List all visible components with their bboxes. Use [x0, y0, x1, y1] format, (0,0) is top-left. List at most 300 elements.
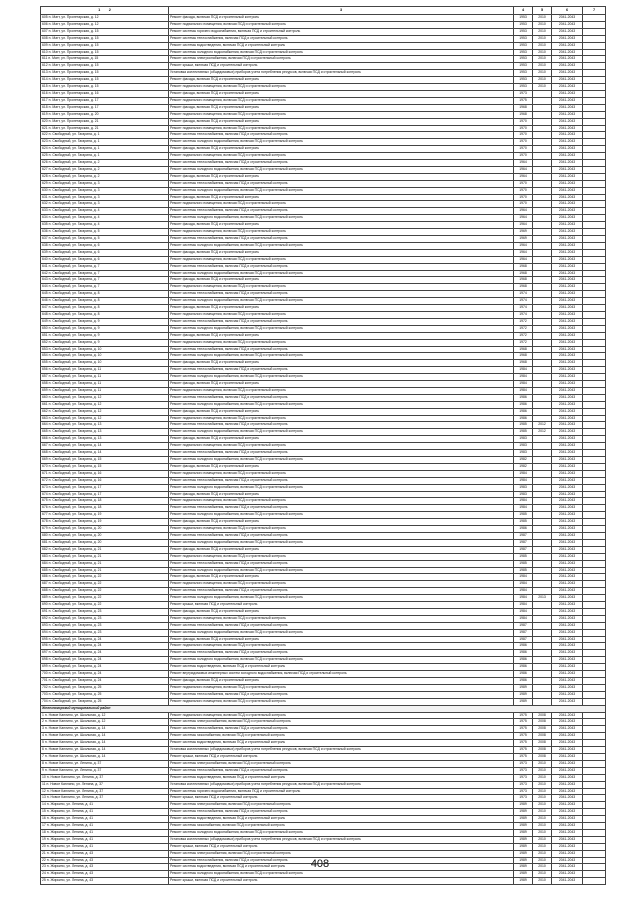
row-year-overhaul [533, 401, 552, 408]
row-blank-cell [583, 28, 606, 35]
row-blank-cell [583, 816, 606, 823]
row-blank-cell [583, 35, 606, 42]
row-work-type: Ремонт системы теплоснабжения, включая ПСД и строительный контроль [169, 691, 514, 698]
row-planned-period: 2041-2043 [552, 311, 583, 318]
row-year-built: 1968 [514, 353, 533, 360]
row-year-built: 1984 [514, 477, 533, 484]
row-number-address [41, 346, 169, 353]
row-planned-period: 2041-2043 [552, 84, 583, 91]
row-address: п. Жиркино, ул. Ленина, д. 41 [46, 816, 94, 821]
table-row [41, 201, 606, 208]
row-planned-period: 2041-2043 [552, 698, 583, 705]
row-number-address [41, 532, 169, 539]
row-work-type: Ремонт системы электроснабжения, включая ПСД и строительный контроль [169, 56, 514, 63]
row-number: 686 [42, 574, 48, 579]
row-blank-cell [583, 443, 606, 450]
row-number-address [41, 546, 169, 553]
row-year-overhaul [533, 484, 552, 491]
row-year-overhaul: 2010 [533, 871, 552, 878]
row-blank-cell [583, 532, 606, 539]
row-planned-period: 2041-2043 [552, 305, 583, 312]
table-row [41, 733, 606, 740]
table-row [41, 84, 606, 91]
row-number-address [41, 684, 169, 691]
row-address: п. Новое Каплино, ул. Школьная, д. 12 [44, 712, 106, 717]
row-blank-cell [583, 180, 606, 187]
row-number-address [41, 733, 169, 740]
row-year-overhaul [533, 367, 552, 374]
row-planned-period: 2041-2043 [552, 21, 583, 28]
row-year-overhaul [533, 270, 552, 277]
table-row [41, 546, 606, 553]
table-row [41, 21, 606, 28]
row-planned-period: 2041-2043 [552, 15, 583, 22]
table-row [41, 512, 606, 519]
row-number-address [41, 463, 169, 470]
row-number: 701 [42, 678, 48, 682]
row-planned-period: 2041-2043 [552, 678, 583, 685]
row-year-overhaul [533, 615, 552, 622]
row-work-type: Ремонт системы холодного водоснабжения, включая ПСД и строительный контроль [169, 374, 514, 381]
table-row [41, 671, 606, 678]
row-work-type: Ремонт крыши, включая ПСД и строительный контроль [169, 795, 514, 802]
row-work-type: Ремонт крыши, включая ПСД и строительный контроль [169, 602, 514, 609]
row-year-built: 1989 [514, 871, 533, 878]
row-year-built: 1983 [514, 436, 533, 443]
row-year-overhaul [533, 457, 552, 464]
row-planned-period: 2041-2043 [552, 636, 583, 643]
row-number-address [41, 829, 169, 836]
row-number: 14 [42, 802, 46, 807]
row-planned-period: 2041-2043 [552, 664, 583, 671]
row-year-built: 1974 [514, 311, 533, 318]
row-work-type: Ремонт фасада, включая ПСД и строительный контроль [169, 678, 514, 685]
row-number-address [41, 457, 169, 464]
row-blank-cell [583, 802, 606, 809]
row-number-address [41, 436, 169, 443]
table-row [41, 809, 606, 816]
row-planned-period: 2041-2043 [552, 691, 583, 698]
row-address: п. Свободный, ул. Гагарина, д. 23 [48, 608, 102, 613]
row-year-overhaul: 2010 [533, 56, 552, 63]
row-number-address [41, 229, 169, 236]
table-row [41, 353, 606, 360]
row-work-type: Ремонт подвального помещения, включая ПСД и строительный контроль [169, 125, 514, 132]
row-planned-period: 2041-2043 [552, 443, 583, 450]
row-number: 687 [42, 581, 48, 586]
row-address: п. Свободный, ул. Гагарина, д. 6 [48, 242, 100, 247]
row-year-built: 1984 [514, 505, 533, 512]
row-planned-period: 2041-2043 [552, 629, 583, 636]
table-row [41, 408, 606, 415]
row-year-overhaul: 2010 [533, 774, 552, 781]
table-row [41, 346, 606, 353]
row-work-type: Ремонт системы теплоснабжения, включая ПСД и строительный контроль [169, 236, 514, 243]
table-row [41, 719, 606, 726]
row-blank-cell [583, 491, 606, 498]
row-work-type: Ремонт фасада, включая ПСД и строительный контроль [169, 381, 514, 388]
table-row [41, 70, 606, 77]
row-number: 665 [42, 429, 48, 434]
column-header-6: 6 [552, 7, 583, 15]
row-number-address [41, 664, 169, 671]
row-year-built: 1989 [514, 816, 533, 823]
row-planned-period: 2041-2043 [552, 477, 583, 484]
row-blank-cell [583, 305, 606, 312]
row-number: 15 [42, 809, 46, 814]
row-blank-cell [583, 539, 606, 546]
row-blank-cell [583, 146, 606, 153]
row-work-type: Ремонт системы холодного водоснабжения, включая ПСД и строительный контроль [169, 187, 514, 194]
row-address: п. Свободный, ул. Гагарина, д. 1 [48, 146, 100, 151]
row-address: п. Свободный, ул. Гагарина, д. 11 [48, 374, 102, 379]
row-year-built: 1953 [514, 35, 533, 42]
row-number: 660 [42, 394, 48, 399]
row-blank-cell [583, 318, 606, 325]
table-row [41, 111, 606, 118]
row-address: п. Свободный, ул. Гагарина, д. 7 [48, 270, 100, 275]
row-number: 634 [42, 215, 48, 220]
row-year-overhaul [533, 643, 552, 650]
row-year-built: 1974 [514, 291, 533, 298]
row-planned-period: 2041-2043 [552, 270, 583, 277]
row-address: п. Жиркино, ул. Ленина, д. 43 [46, 878, 94, 883]
row-year-built: 1986 [514, 643, 533, 650]
row-year-overhaul [533, 381, 552, 388]
table-row [41, 139, 606, 146]
row-year-built: 1973 [514, 90, 533, 97]
row-year-built: 1968 [514, 270, 533, 277]
row-year-built: 1989 [514, 684, 533, 691]
row-number: 607 [42, 28, 48, 33]
row-year-built: 1953 [514, 77, 533, 84]
row-planned-period: 2041-2043 [552, 595, 583, 602]
row-year-built: 1984 [514, 588, 533, 595]
row-work-type: Ремонт подвального помещения, включая ПСД и строительный контроль [169, 153, 514, 160]
row-work-type: Ремонт подвального помещения, включая ПСД и строительный контроль [169, 284, 514, 291]
row-planned-period: 2041-2043 [552, 387, 583, 394]
row-blank-cell [583, 664, 606, 671]
row-work-type: Ремонт системы электроснабжения, включая ПСД и строительный контроль [169, 760, 514, 767]
row-number: 663 [42, 415, 48, 420]
row-planned-period: 2041-2043 [552, 90, 583, 97]
row-number-address [41, 104, 169, 111]
row-blank-cell [583, 477, 606, 484]
row-number-address [41, 760, 169, 767]
row-number-address [41, 581, 169, 588]
table-row [41, 505, 606, 512]
row-year-overhaul [533, 608, 552, 615]
row-year-overhaul: 2010 [533, 816, 552, 823]
row-address: п. Свободный, ул. Гагарина, д. 11 [48, 387, 102, 392]
column-header-1-2: 1 2 [41, 7, 169, 15]
row-planned-period: 2041-2043 [552, 864, 583, 871]
row-work-type: Ремонт системы теплоснабжения, включая ПСД и строительный контроль [169, 132, 514, 139]
table-row [41, 63, 606, 70]
row-work-type: Ремонт системы холодного водоснабжения, включая ПСД и строительный контроль [169, 270, 514, 277]
row-work-type: Ремонт подвального помещения, включая ПСД и строительный контроль [169, 643, 514, 650]
row-work-type: Ремонт фасада, включая ПСД и строительный контроль [169, 608, 514, 615]
row-year-built: 1989 [514, 823, 533, 830]
row-planned-period: 2041-2043 [552, 498, 583, 505]
row-address: п. Свободный, ул. Гагарина, д. 20 [48, 532, 102, 537]
row-year-built: 1984 [514, 374, 533, 381]
row-work-type: Ремонт подвального помещения, включая ПСД и строительный контроль [169, 201, 514, 208]
row-number: 627 [42, 166, 48, 171]
row-year-overhaul: 2013 [533, 595, 552, 602]
row-blank-cell [583, 160, 606, 167]
table-row [41, 215, 606, 222]
row-number-address [41, 615, 169, 622]
row-blank-cell [583, 270, 606, 277]
row-year-built: 1989 [514, 802, 533, 809]
row-work-type: Ремонт фасада, включая ПСД и строительный контроль [169, 332, 514, 339]
table-row [41, 567, 606, 574]
row-blank-cell [583, 429, 606, 436]
row-number-address [41, 132, 169, 139]
row-number-address [41, 512, 169, 519]
row-blank-cell [583, 284, 606, 291]
row-address: п. Свободный, ул. Гагарина, д. 13 [48, 436, 102, 441]
table-row [41, 146, 606, 153]
row-work-type: Ремонт системы теплоснабжения, включая ПСД и строительный контроль [169, 346, 514, 353]
row-blank-cell [583, 291, 606, 298]
row-work-type: Ремонт системы теплоснабжения, включая ПСД и строительный контроль [169, 857, 514, 864]
row-number-address [41, 816, 169, 823]
row-planned-period: 2041-2043 [552, 760, 583, 767]
row-year-built: 1975 [514, 712, 533, 719]
row-number: 1 [42, 712, 44, 717]
row-work-type: Ремонт системы теплоснабжения, включая ПСД и строительный контроль [169, 367, 514, 374]
row-blank-cell [583, 229, 606, 236]
row-planned-period: 2041-2043 [552, 574, 583, 581]
row-year-built: 1970 [514, 180, 533, 187]
row-number-address [41, 588, 169, 595]
row-address: п. Свободный, ул. Гагарина, д. 22 [48, 574, 102, 579]
row-work-type: Ремонт системы холодного водоснабжения, включая ПСД и строительный контроль [169, 484, 514, 491]
table-row [41, 802, 606, 809]
row-year-built: 1953 [514, 42, 533, 49]
row-year-built: 1964 [514, 166, 533, 173]
row-number: 615 [42, 84, 48, 89]
row-number-address [41, 63, 169, 70]
row-address: п. Свободный, ул. Гагарина, д. 2 [48, 173, 100, 178]
row-work-type: Ремонт системы горячего водоснабжения, включая ПСД и строительный контроль [169, 28, 514, 35]
row-blank-cell [583, 519, 606, 526]
row-year-built: 1989 [514, 691, 533, 698]
row-number: 668 [42, 450, 48, 455]
row-planned-period: 2041-2043 [552, 726, 583, 733]
row-blank-cell [583, 684, 606, 691]
row-number: 681 [42, 539, 48, 544]
row-work-type: Ремонт системы водоотведения, включая ПСД и строительный контроль [169, 740, 514, 747]
row-year-built: 1973 [514, 781, 533, 788]
row-year-overhaul: 2010 [533, 802, 552, 809]
row-address: п. Магт, ул. Пролетарская, д. 12 [48, 15, 99, 19]
row-year-overhaul [533, 332, 552, 339]
row-address: п. Свободный, ул. Гагарина, д. 25 [48, 698, 102, 703]
row-number: 700 [42, 671, 48, 676]
row-work-type: Ремонт системы холодного водоснабжения, включая ПСД и строительный контроль [169, 166, 514, 173]
row-planned-period: 2041-2043 [552, 671, 583, 678]
row-number-address [41, 298, 169, 305]
table-row [41, 643, 606, 650]
table-row [41, 263, 606, 270]
row-work-type: Ремонт системы теплоснабжения, включая ПСД и строительный контроль [169, 726, 514, 733]
row-address: п. Свободный, ул. Гагарина, д. 2 [48, 166, 100, 171]
row-planned-period: 2041-2043 [552, 35, 583, 42]
row-year-overhaul [533, 664, 552, 671]
row-year-overhaul: 2012 [533, 429, 552, 436]
row-number: 642 [42, 270, 48, 275]
row-work-type: Ремонт системы теплоснабжения, включая ПСД и строительный контроль [169, 450, 514, 457]
row-year-overhaul [533, 305, 552, 312]
row-number-address [41, 242, 169, 249]
row-number: 666 [42, 436, 48, 441]
row-blank-cell [583, 90, 606, 97]
row-work-type: Ремонт системы водоотведения, включая ПСД и строительный контроль [169, 42, 514, 49]
row-number-address [41, 256, 169, 263]
row-number-address [41, 415, 169, 422]
row-number: 654 [42, 353, 48, 358]
row-year-overhaul [533, 546, 552, 553]
row-number-address [41, 712, 169, 719]
row-planned-period: 2041-2043 [552, 650, 583, 657]
row-year-built: 1983 [514, 443, 533, 450]
row-number: 695 [42, 636, 48, 641]
row-blank-cell [583, 595, 606, 602]
row-year-overhaul [533, 684, 552, 691]
row-work-type: Ремонт системы холодного водоснабжения, включая ПСД и строительный контроль [169, 353, 514, 360]
row-number: 619 [42, 111, 48, 116]
row-planned-period: 2041-2043 [552, 166, 583, 173]
row-year-built: 1987 [514, 539, 533, 546]
row-blank-cell [583, 49, 606, 56]
row-address: п. Свободный, ул. Гагарина, д. 12 [48, 408, 102, 413]
row-year-overhaul: 2010 [533, 823, 552, 830]
row-number: 12 [42, 788, 46, 793]
row-number: 704 [42, 698, 48, 703]
row-number: 643 [42, 277, 48, 282]
row-blank-cell [583, 878, 606, 885]
table-row [41, 747, 606, 754]
row-blank-cell [583, 401, 606, 408]
row-number: 17 [42, 823, 46, 828]
row-work-type: Ремонт подвального помещения, включая ПСД и строительный контроль [169, 526, 514, 533]
row-year-built: 1986 [514, 408, 533, 415]
row-blank-cell [583, 719, 606, 726]
row-planned-period: 2041-2043 [552, 263, 583, 270]
row-address: п. Свободный, ул. Гагарина, д. 25 [48, 691, 102, 696]
row-address: п. Свободный, ул. Гагарина, д. 7 [48, 284, 100, 289]
row-number-address [41, 194, 169, 201]
table-row [41, 602, 606, 609]
row-blank-cell [583, 311, 606, 318]
row-address: п. Свободный, ул. Гагарина, д. 15 [48, 457, 102, 461]
row-blank-cell [583, 263, 606, 270]
row-address: п. Свободный, ул. Гагарина, д. 7 [48, 263, 100, 268]
row-blank-cell [583, 470, 606, 477]
table-row [41, 712, 606, 719]
row-number: 649 [42, 318, 48, 323]
row-blank-cell [583, 21, 606, 28]
row-year-built: 1975 [514, 719, 533, 726]
table-row [41, 90, 606, 97]
row-number-address [41, 450, 169, 457]
row-address: п. Свободный, ул. Гагарина, д. 2 [48, 160, 100, 165]
row-planned-period: 2041-2043 [552, 643, 583, 650]
row-number-address [41, 602, 169, 609]
row-number: 10 [42, 774, 46, 779]
row-planned-period: 2041-2043 [552, 753, 583, 760]
row-blank-cell [583, 422, 606, 429]
row-planned-period: 2041-2043 [552, 360, 583, 367]
row-planned-period: 2041-2043 [552, 401, 583, 408]
row-work-type: Ремонт системы холодного водоснабжения, включая ПСД и строительный контроль [169, 242, 514, 249]
row-planned-period: 2041-2043 [552, 180, 583, 187]
table-row [41, 97, 606, 104]
row-number-address [41, 519, 169, 526]
row-planned-period: 2041-2043 [552, 836, 583, 843]
row-year-overhaul: 2010 [533, 878, 552, 885]
row-address: п. Магт, ул. Пролетарская, д. 15 [48, 42, 99, 47]
row-blank-cell [583, 173, 606, 180]
row-planned-period: 2041-2043 [552, 850, 583, 857]
row-work-type: Ремонт подвального помещения, включая ПСД и строительный контроль [169, 97, 514, 104]
row-address: п. Жиркино, ул. Ленина, д. 41 [46, 836, 94, 841]
row-number: 635 [42, 222, 48, 227]
row-blank-cell [583, 691, 606, 698]
row-blank-cell [583, 118, 606, 125]
row-number: 25 [42, 878, 46, 883]
row-year-built: 1964 [514, 256, 533, 263]
row-year-overhaul: 2010 [533, 864, 552, 871]
row-address: п. Свободный, ул. Гагарина, д. 23 [48, 629, 102, 634]
row-address: п. Магт, ул. Пролетарская, д. 12 [48, 21, 99, 26]
row-number: 683 [42, 553, 48, 558]
row-work-type: Ремонт подвального помещения, включая ПСД и строительный контроль [169, 415, 514, 422]
row-blank-cell [583, 97, 606, 104]
table-row [41, 760, 606, 767]
row-blank-cell [583, 643, 606, 650]
row-number: 620 [42, 118, 48, 123]
row-blank-cell [583, 450, 606, 457]
row-planned-period: 2041-2043 [552, 249, 583, 256]
row-year-overhaul [533, 532, 552, 539]
row-year-overhaul: 2010 [533, 28, 552, 35]
row-number-address [41, 360, 169, 367]
row-work-type: Ремонт системы теплоснабжения, включая ПСД и строительный контроль [169, 318, 514, 325]
table-row [41, 242, 606, 249]
row-number: 6 [42, 747, 44, 752]
table-row [41, 180, 606, 187]
row-year-built: 1975 [514, 726, 533, 733]
row-planned-period: 2041-2043 [552, 118, 583, 125]
row-number-address [41, 318, 169, 325]
table-row [41, 298, 606, 305]
row-year-overhaul [533, 249, 552, 256]
row-number-address [41, 629, 169, 636]
row-year-overhaul [533, 408, 552, 415]
table-row [41, 498, 606, 505]
row-year-overhaul [533, 470, 552, 477]
table-row [41, 56, 606, 63]
row-number-address [41, 270, 169, 277]
row-year-overhaul [533, 173, 552, 180]
row-year-built: 1986 [514, 650, 533, 657]
row-planned-period: 2041-2043 [552, 532, 583, 539]
row-blank-cell [583, 671, 606, 678]
